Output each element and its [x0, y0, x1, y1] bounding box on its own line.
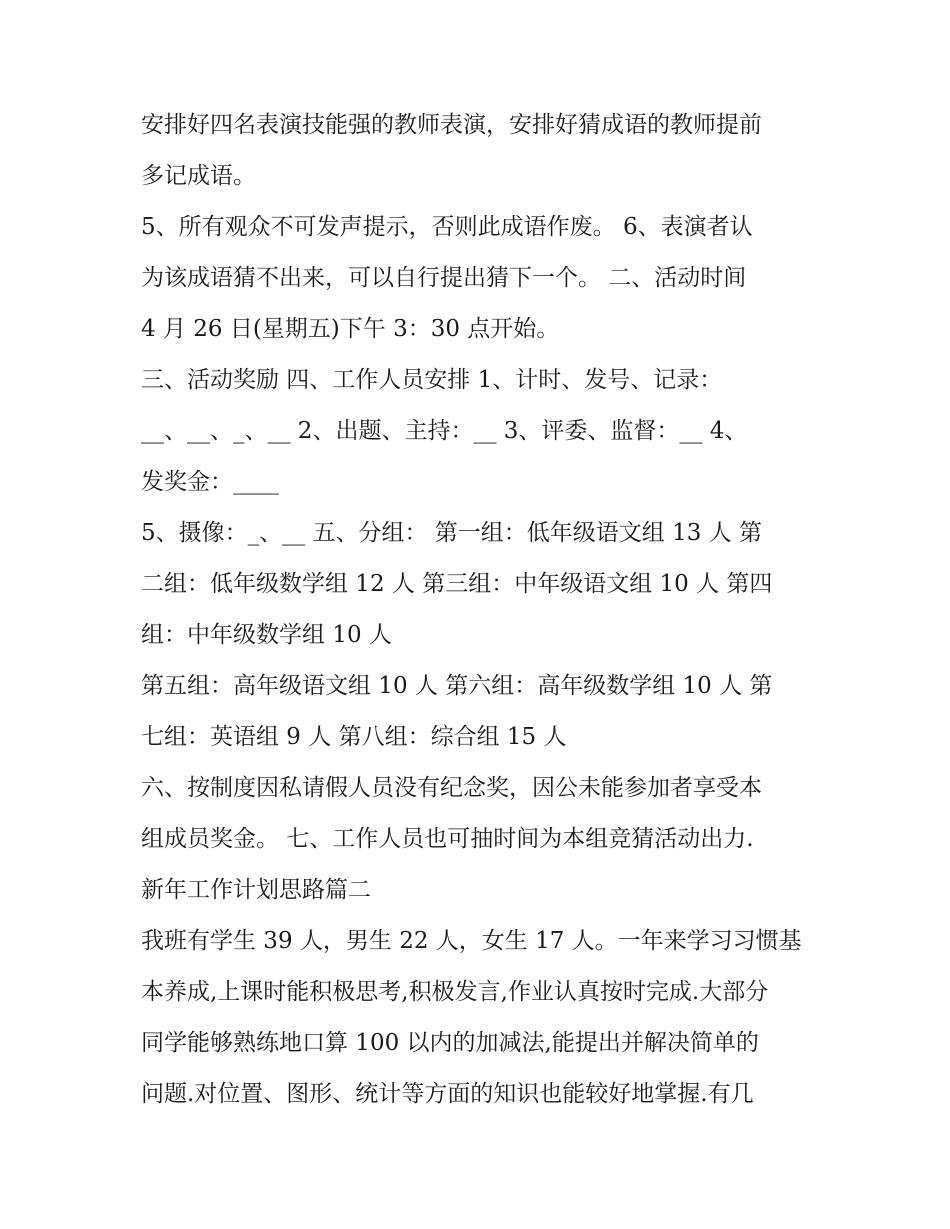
text-line: 七组：英语组 9 人 第八组：综合组 15 人 [141, 724, 567, 750]
text-line: 为该成语猜不出来，可以自行提出猜下一个。 二、活动时间 [141, 265, 747, 291]
text-line: 六、按制度因私请假人员没有纪念奖，因公未能参加者享受本 [141, 775, 762, 801]
text-line: 问题.对位置、图形、统计等方面的知识也能较好地掌握.有几 [141, 1081, 754, 1107]
text-line: 我班有学生 39 人，男生 22 人，女生 17 人。一年来学习习惯基 [141, 928, 802, 954]
text-line: 5、摄像：_、__ 五、分组： 第一组：低年级语文组 13 人 第 [141, 520, 762, 546]
text-line: 同学能够熟练地口算 100 以内的加减法,能提出并解决简单的 [141, 1030, 759, 1056]
text-line: 发奖金：____ [141, 469, 279, 495]
text-line: 组：中年级数学组 10 人 [141, 622, 392, 648]
document-body [141, 100, 821, 1120]
text-line: 5、所有观众不可发声提示，否则此成语作废。 6、表演者认 [141, 214, 753, 240]
text-line: 组成员奖金。 七、工作人员也可抽时间为本组竞猜活动出力. [141, 826, 754, 852]
section-heading: 新年工作计划思路篇二 [141, 877, 371, 903]
text-line: 安排好四名表演技能强的教师表演，安排好猜成语的教师提前 [141, 112, 762, 138]
text-line: 多记成语。 [141, 163, 256, 189]
text-line: 第五组：高年级语文组 10 人 第六组：高年级数学组 10 人 第 [141, 673, 773, 699]
text-line: 二组：低年级数学组 12 人 第三组：中年级语文组 10 人 第四 [141, 571, 773, 597]
text-line: 三、活动奖励 四、工作人员安排 1、计时、发号、记录： [141, 367, 723, 393]
text-line: 本养成,上课时能积极思考,积极发言,作业认真按时完成.大部分 [141, 979, 769, 1005]
text-line: __、__、_、__ 2、出题、主持：__ 3、评委、监督：__ 4、 [141, 418, 748, 444]
text-line: 4 月 26 日(星期五)下午 3：30 点开始。 [141, 316, 560, 342]
